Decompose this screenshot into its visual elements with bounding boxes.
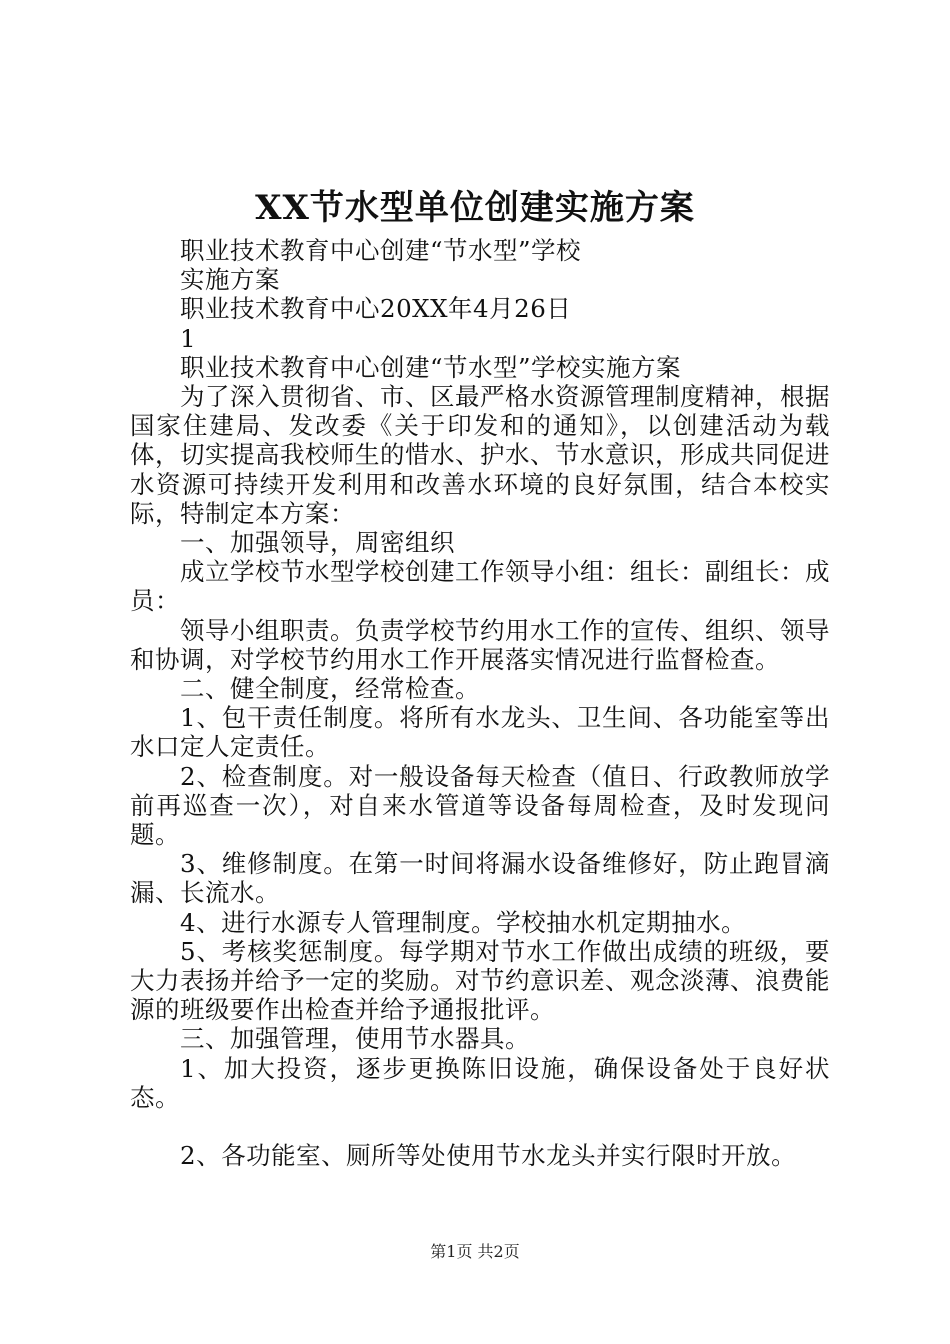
paragraph: 职业技术教育中心创建“节水型”学校 (180, 236, 582, 265)
paragraph: 职业技术教育中心20XX年4月26日 (180, 294, 572, 324)
list-item: 4、进行水源专人管理制度。学校抽水机定期抽水。 (180, 907, 747, 937)
list-item: 1、包干责任制度。将所有水龙头、卫生间、各功能室等出水口定人定责任。 (130, 703, 830, 762)
page-number-text: 1 (180, 323, 197, 353)
section-heading: 一、加强领导，周密组织 (180, 528, 455, 558)
section-heading: 三、加强管理，使用节水器具。 (180, 1024, 530, 1054)
list-item: 2、各功能室、厕所等处使用节水龙头并实行限时开放。 (180, 1141, 797, 1171)
paragraph: 为了深入贯彻省、市、区最严格水资源管理制度精神，根据国家住建局、发改委《关于印发和的通知》，以创建活动为载体，切实提高我校师生的惜水、护水、节水意识，形成共同促进水资源可持续开发利用和改善水环境的良好氛围，结合本校实际，特制定本方案： (130, 382, 830, 528)
paragraph: 领导小组职责。负责学校节约用水工作的宣传、组织、领导和协调，对学校节约用水工作开展落实情况进行监督检查。 (130, 615, 830, 674)
document-body (130, 236, 830, 1170)
paragraph: 职业技术教育中心创建“节水型”学校实施方案 (180, 352, 682, 382)
section-heading: 二、健全制度，经常检查。 (180, 674, 480, 704)
list-item: 1、加大投资，逐步更换陈旧设施，确保设备处于良好状态。 (130, 1053, 830, 1112)
list-item: 5、考核奖惩制度。每学期对节水工作做出成绩的班级，要大力表扬并给予一定的奖励。对节约意识差、观念淡薄、浪费能源的班级要作出检查并给予通报批评。 (130, 936, 830, 1025)
list-item: 2、检查制度。对一般设备每天检查（值日、行政教师放学前再巡查一次），对自来水管道等设备每周检查，及时发现问题。 (130, 761, 830, 850)
paragraph: 实施方案 (180, 265, 280, 295)
page-footer: 第1页 共2页 (430, 1242, 520, 1261)
paragraph: 成立学校节水型学校创建工作领导小组：组长：副组长：成员： (130, 557, 830, 616)
list-item: 3、维修制度。在第一时间将漏水设备维修好，防止跑冒滴漏、长流水。 (130, 849, 830, 908)
document-title: XX节水型单位创建实施方案 (255, 188, 695, 228)
